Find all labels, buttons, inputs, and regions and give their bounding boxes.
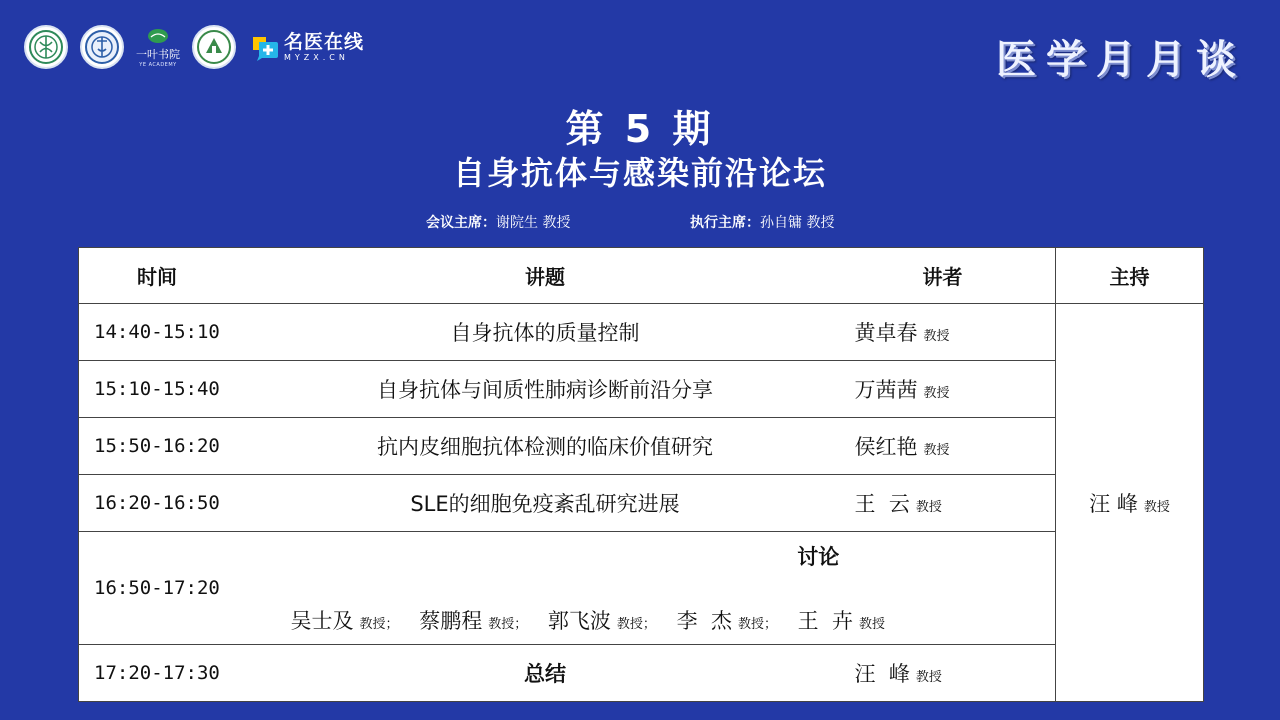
row-topic: 抗内皮细胞抗体检测的临床价值研究 xyxy=(242,418,849,475)
summary-topic: 总结 xyxy=(242,645,849,702)
hospital-logo-1-icon xyxy=(24,25,68,69)
exec-value: 孙自镛 教授 xyxy=(760,215,835,231)
hospital-logo-2-icon xyxy=(80,25,124,69)
speaker-name: 王 云 xyxy=(854,492,910,516)
speaker-title: 教授 xyxy=(923,386,950,401)
panelist-name: 吴士及 xyxy=(290,609,354,633)
logo-bar xyxy=(24,24,364,70)
panelist-name: 王 卉 xyxy=(797,609,854,633)
row-speaker xyxy=(849,304,1056,361)
panelist xyxy=(548,609,656,633)
panelist-name: 李 杰 xyxy=(676,609,732,633)
speaker-name: 万茜茜 xyxy=(854,378,918,402)
speaker-title: 教授 xyxy=(923,329,950,344)
host-name: 汪 峰 xyxy=(1089,491,1138,516)
header-speaker: 讲者 xyxy=(849,248,1056,304)
issue-number: 第 5 期 xyxy=(565,107,715,151)
host-title: 教授 xyxy=(1143,499,1170,515)
table-row xyxy=(79,361,1204,418)
row-time: 15:50-16:20 xyxy=(79,418,242,475)
speaker-name: 黄卓春 xyxy=(854,321,918,345)
discussion-title: 讨论 xyxy=(797,545,840,569)
row-speaker xyxy=(849,475,1056,532)
panelist-title: 教授； xyxy=(488,617,528,632)
leaf-icon xyxy=(147,27,169,45)
table-row xyxy=(79,475,1204,532)
row-time: 14:40-15:10 xyxy=(79,304,242,361)
academy-logo xyxy=(136,25,180,69)
row-topic: 自身抗体与间质性肺病诊断前沿分享 xyxy=(242,361,849,418)
row-speaker xyxy=(849,418,1056,475)
row-topic: SLE的细胞免疫紊乱研究进展 xyxy=(242,475,849,532)
row-topic: 自身抗体的质量控制 xyxy=(242,304,849,361)
table-row xyxy=(79,304,1204,361)
row-time: 15:10-15:40 xyxy=(79,361,242,418)
panelist xyxy=(677,609,777,633)
discussion-panelists xyxy=(242,605,1056,635)
summary-time: 17:20-17:30 xyxy=(79,645,242,702)
header-topic: 讲题 xyxy=(242,248,849,304)
myzx-en-text: MYZX.CN xyxy=(284,52,349,62)
row-time: 16:20-16:50 xyxy=(79,475,242,532)
speaker-name: 侯红艳 xyxy=(854,435,918,459)
chair-value: 谢院生 教授 xyxy=(496,215,571,231)
brand-title: 医学月月谈 xyxy=(996,37,1246,83)
panelist-title: 教授； xyxy=(616,617,656,632)
table-header-row xyxy=(79,248,1204,304)
header-host: 主持 xyxy=(1056,248,1204,304)
forum-title: 自身抗体与感染前沿论坛 xyxy=(452,154,827,192)
speaker-title: 教授 xyxy=(923,443,950,458)
panelist-title: 教授； xyxy=(359,617,399,632)
agenda-table xyxy=(78,247,1204,702)
discussion-row xyxy=(79,532,1204,645)
header-time: 时间 xyxy=(79,248,242,304)
chair-label: 会议主席： xyxy=(426,215,496,231)
executive-chair xyxy=(690,212,834,232)
academy-sub: YE ACADEMY xyxy=(139,61,177,68)
hospital-logo-3-icon xyxy=(192,25,236,69)
discussion-cell xyxy=(242,532,1056,645)
speaker-title: 教授 xyxy=(915,670,942,685)
summary-row xyxy=(79,645,1204,702)
panelist-title: 教授 xyxy=(859,617,886,632)
speaker-name: 汪 峰 xyxy=(854,662,910,686)
speaker-title: 教授 xyxy=(915,500,942,515)
panelist xyxy=(419,609,527,633)
summary-speaker xyxy=(849,645,1056,702)
panelist-name: 蔡鹏程 xyxy=(419,609,483,633)
panelist xyxy=(798,609,885,633)
myzx-mark-icon xyxy=(250,32,280,62)
academy-name: 一叶书院 xyxy=(136,47,180,61)
panelist-title: 教授； xyxy=(737,617,777,632)
conference-chair xyxy=(426,212,570,232)
panelist xyxy=(291,609,399,633)
myzx-logo xyxy=(250,32,364,62)
table-row xyxy=(79,418,1204,475)
myzx-cn-text: 名医在线 xyxy=(284,30,365,53)
host-cell xyxy=(1056,304,1204,702)
discussion-time: 16:50-17:20 xyxy=(79,532,242,645)
row-speaker xyxy=(849,361,1056,418)
panelist-name: 郭飞波 xyxy=(547,609,611,633)
exec-label: 执行主席： xyxy=(690,215,760,231)
